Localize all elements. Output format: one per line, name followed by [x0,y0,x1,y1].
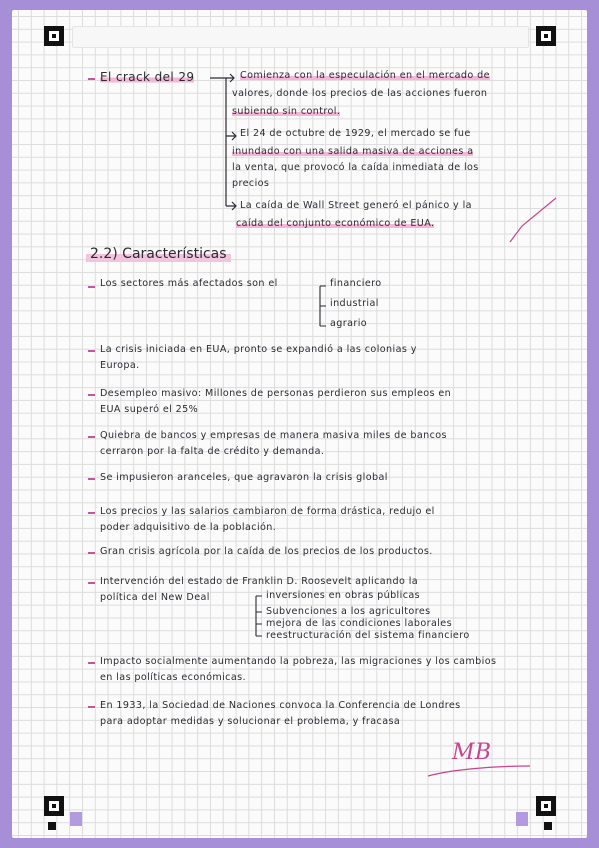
crack-point-1-line-2: valores, donde los precios de las acciones fueron [232,88,488,99]
tail-1-line-2: en las políticas económicas. [100,672,246,683]
crack-point-2-line-4: precios [232,178,270,189]
new-deal-item-1: inversiones en obras públicas [266,590,421,601]
crack-point-1-line-1: Comienza con la especulación en el mercado de [240,70,490,81]
bullet-1-line-2: Europa. [100,360,140,371]
new-deal-item-3: mejora de las condiciones laborales [266,618,453,629]
crack-point-1-line-3: subiendo sin control. [232,106,341,117]
crack-point-2-line-1: El 24 de octubre de 1929, el mercado se fue [240,128,471,139]
bullet-dash [88,350,95,352]
bullet-2-line-2: EUA superó el 25% [100,404,199,415]
crack-point-3-line-1: La caída de Wall Street generó el pánico y la [240,200,472,211]
section-title: 2.2) Características [86,246,231,262]
sector-agrario: agrario [330,318,368,329]
bullet-5-line-2: poder adquisitivo de la población. [100,522,277,533]
bullet-dash [88,552,95,554]
crack-point-2-line-2: inundado con una salida masiva de acciones a [232,146,474,157]
crack-point-3-line-2: caída del conjunto económico de EUA. [236,218,435,229]
bullet-dash [88,512,95,514]
crack-label: El crack del 29 [100,70,195,84]
bullet-dash [88,582,95,584]
sectors-lead: Los sectores más afectados son el [100,278,278,289]
new-deal-item-4: reestructuración del sistema financiero [266,630,470,641]
bullet-6-line-1: Gran crisis agrícola por la caída de los precios de los productos. [100,546,433,557]
new-deal-line-2: política del New Deal [100,592,210,603]
tail-2-line-2: para adoptar medidas y solucionar el problema, y fracasa [100,716,401,727]
sector-financiero: financiero [330,278,382,289]
checkmark-icon [510,198,556,242]
bullet-dash [88,706,95,708]
bullet-1-line-1: La crisis iniciada en EUA, pronto se expandió a las colonias y [100,344,417,355]
crack-point-2-line-3: la venta, que provocó la caída inmediata de los [232,162,479,173]
bullet-3-line-2: cerraron por la falta de crédito y demanda. [100,446,325,457]
tail-1-line-1: Impacto socialmente aumentando la pobreza, las migraciones y los cambios [100,656,497,667]
signature-underline [428,766,530,776]
bullet-dash [88,394,95,396]
bullet-dash [88,662,95,664]
bullet-dash [88,436,95,438]
signature: MB [452,740,492,765]
new-deal-item-2: Subvenciones a los agricultores [266,606,431,617]
new-deal-line-1: Intervención del estado de Franklin D. Roosevelt aplicando la [100,576,419,587]
tail-2-line-1: En 1933, la Sociedad de Naciones convoca la Conferencia de Londres [100,700,461,711]
bullet-dash [88,286,95,288]
bullet-4-line-1: Se impusieron aranceles, que agravaron la crisis global [100,472,388,483]
bullet-2-line-1: Desempleo masivo: Millones de personas perdieron sus empleos en [100,388,452,399]
sector-industrial: industrial [330,298,379,309]
bullet-5-line-1: Los precios y las salarios cambiaron de forma drástica, redujo el [100,506,435,517]
bullet-3-line-1: Quiebra de bancos y empresas de manera masiva miles de bancos [100,430,447,441]
bullet-dash [88,478,95,480]
